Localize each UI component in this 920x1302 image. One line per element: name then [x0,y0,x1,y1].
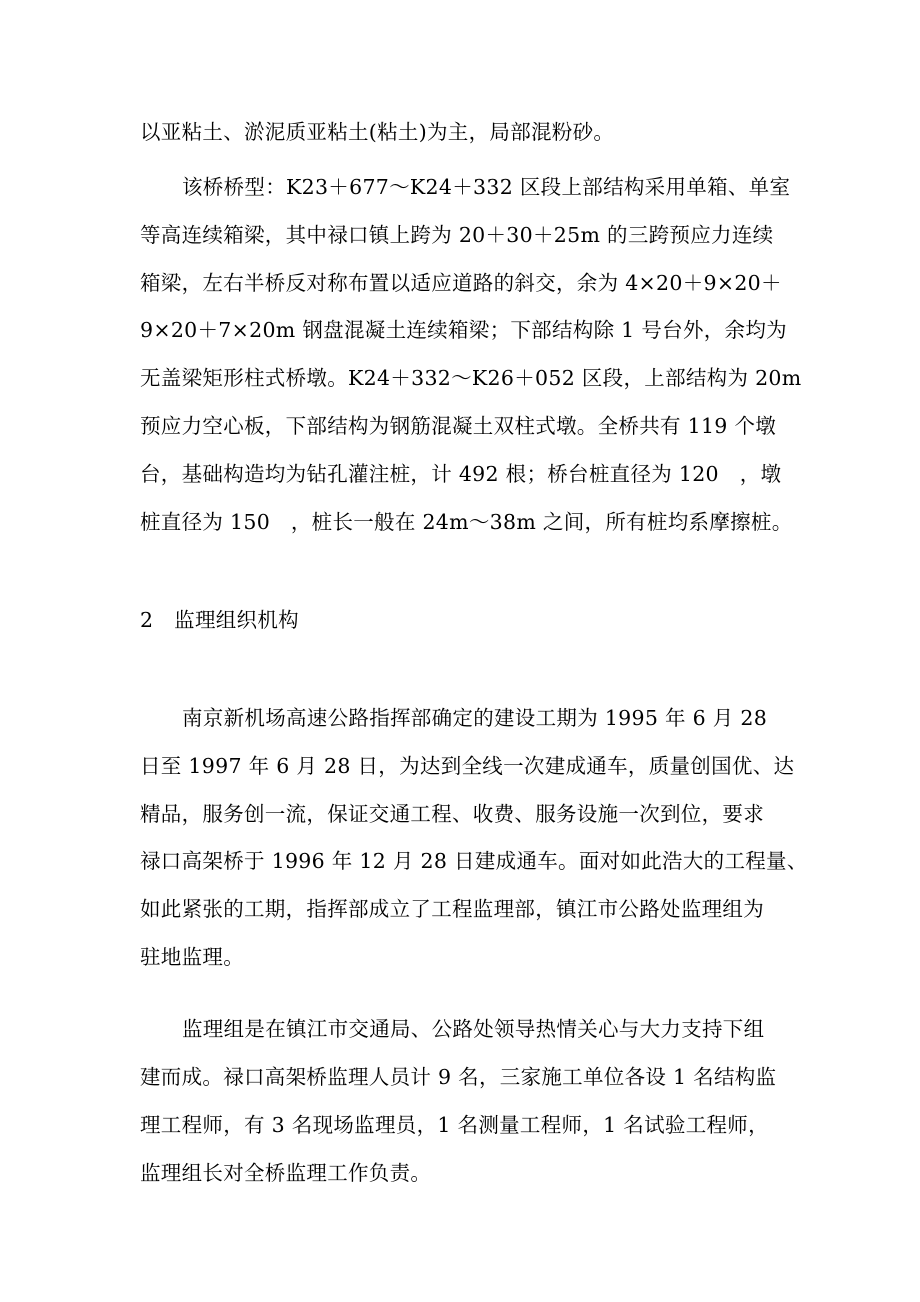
text-line-20: 监理组长对全桥监理工作负责。 [140,1161,432,1185]
text-line-19: 理工程师，有 3 名现场监理员，1 名测量工程师，1 名试验工程师， [140,1113,769,1137]
text-line-4: 箱梁，左右半桥反对称布置以适应道路的斜交，余为 4×20＋9×20＋ [140,271,782,295]
text-line-1: 以亚粘土、淤泥质亚粘土(粘土)为主，局部混粉砂。 [140,120,615,144]
text-line-14: 禄口高架桥于 1996 年 12 月 28 日建成通车。面对如此浩大的工程量、 [140,849,808,873]
text-line-15: 如此紧张的工期，指挥部成立了工程监理部，镇江市公路处监理组为 [140,897,764,921]
text-line-8: 台，基础构造均为钻孔灌注桩，计 492 根；桥台桩直径为 120 ，墩 [140,462,782,486]
text-line-6: 无盖梁矩形柱式桥墩。K24＋332～K26＋052 区段，上部结构为 20m [140,366,802,390]
text-line-3: 等高连续箱梁，其中禄口镇上跨为 20＋30＋25m 的三跨预应力连续 [140,223,774,247]
text-line-5: 9×20＋7×20m 钢盘混凝土连续箱梁；下部结构除 1 号台外，余均为 [140,318,787,342]
text-line-18: 建而成。禄口高架桥监理人员计 9 名，三家施工单位各设 1 名结构监 [140,1065,777,1089]
text-line-2: 该桥桥型：K23＋677～K24＋332 区段上部结构采用单箱、单室 [182,175,791,199]
text-line-11: 南京新机场高速公路指挥部确定的建设工期为 1995 年 6 月 28 [182,706,768,730]
text-line-12: 日至 1997 年 6 月 28 日，为达到全线一次建成通车，质量创国优、达 [140,754,795,778]
text-line-7: 预应力空心板，下部结构为钢筋混凝土双柱式墩。全桥共有 119 个墩 [140,414,777,438]
text-line-9: 桩直径为 150 ，桩长一般在 24m～38m 之间，所有桩均系摩擦桩。 [140,510,793,534]
section-heading: 2 监理组织机构 [140,608,299,632]
text-line-16: 驻地监理。 [140,945,244,969]
text-line-13: 精品，服务创一流，保证交通工程、收费、服务设施一次到位，要求 [140,802,764,826]
text-line-17: 监理组是在镇江市交通局、公路处领导热情关心与大力支持下组 [182,1017,765,1041]
